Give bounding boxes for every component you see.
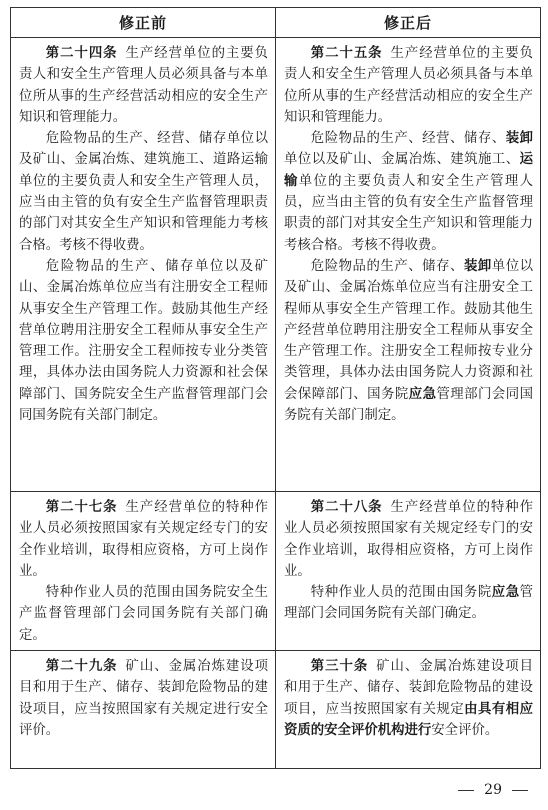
- article-paragraph: [284, 497, 533, 582]
- article-number: 第二十九条: [45, 658, 118, 675]
- article-text: 生产经营单位的主要负责人和安全生产管理人员必须具备与本单位所从事的生产经营活动相应的安全生产知识和管理能力。: [284, 46, 534, 125]
- header-row: [11, 8, 541, 38]
- article-text: 安全评价。: [431, 722, 499, 738]
- cell-before: [11, 651, 276, 769]
- amended-text: 装卸: [505, 130, 533, 147]
- paragraph: [284, 256, 533, 426]
- amended-text: 运输: [284, 151, 533, 189]
- table-row: [11, 38, 541, 492]
- paragraph-text: 危险物品的生产、经营、储存、: [310, 131, 506, 147]
- paragraph-text: 危险物品的生产、储存单位以及矿山、金属冶炼单位应当有注册安全工程师从事安全生产管理工作。鼓励其他生产经营单位聘用注册安全工程师从事安全生产管理工作。注册安全工程师按专业分类管理，具体办法由国务院人力资源和社会保障部门、国务院安全生产监督管理部门会同国务院有关部门制定。: [19, 258, 268, 424]
- paragraph-text: 特种作业人员的范围由国务院: [310, 585, 492, 601]
- paragraph-text: 管理部门会同国务院有关部门制定。: [284, 386, 533, 424]
- paragraph: [19, 128, 268, 256]
- cell-before: [11, 492, 276, 651]
- page-number: [458, 782, 528, 798]
- page-number-text: 29: [484, 782, 502, 798]
- article-number: 第二十八条: [310, 499, 383, 515]
- article-number: 第二十七条: [45, 499, 118, 515]
- cell-after: [276, 492, 541, 651]
- article-paragraph: [284, 43, 533, 128]
- article-paragraph: [284, 656, 533, 741]
- paragraph-text: 危险物品的生产、经营、储存单位以及矿山、金属冶炼、建筑施工、道路运输单位的主要负责人和安全生产管理人员，应当由主管的负有安全生产监督管理职责的部门对其安全生产知识和管理能力考核合格。考核不得收费。: [19, 131, 268, 253]
- article-paragraph: [19, 43, 268, 128]
- article-text: 生产经营单位的特种作业人员必须按照国家有关规定经专门的安全作业培训，取得相应资格，方可上岗作业。: [284, 500, 534, 579]
- paragraph-text: 单位以及矿山、金属冶炼、建筑施工、: [284, 152, 520, 168]
- header-after: 修正后: [276, 8, 541, 38]
- amended-text: 应急: [408, 385, 437, 402]
- article-text: 矿山、金属冶炼建设项目和用于生产、储存、装卸危险物品的建设项目，应当按照国家有关规定: [284, 659, 534, 717]
- paragraph: [19, 582, 268, 646]
- table-row: [11, 492, 541, 651]
- article-paragraph: [19, 656, 268, 741]
- paragraph-text: 单位以及矿山、金属冶炼单位应当有注册安全工程师从事安全生产管理工作。鼓励其他生产经营单位聘用注册安全工程师从事安全生产管理工作。注册安全工程师按专业分类管理，具体办法由国务院人力资源和社会保障部门、国务院: [284, 258, 534, 402]
- comparison-table: [10, 7, 541, 769]
- paragraph: [284, 128, 533, 256]
- amended-text: 应急: [491, 584, 520, 601]
- cell-after: [276, 38, 541, 492]
- article-text: 矿山、金属冶炼建设项目和用于生产、储存、装卸危险物品的建设项目，应当按照国家有关规定进行安全评价。: [19, 659, 269, 738]
- article-text: 生产经营单位的特种作业人员必须按照国家有关规定经专门的安全作业培训，取得相应资格，方可上岗作业。: [19, 500, 269, 579]
- page-dash-right: [512, 790, 528, 791]
- amended-text: 装卸: [463, 257, 492, 274]
- article-paragraph: [19, 497, 268, 582]
- paragraph-text: 管理部门会同国务院有关部门确定。: [284, 585, 534, 622]
- page-dash-left: [458, 790, 474, 791]
- paragraph: [19, 256, 268, 426]
- paragraph: [284, 582, 533, 625]
- article-text: 生产经营单位的主要负责人和安全生产管理人员必须具备与本单位所从事的生产经营活动相应的安全生产知识和管理能力。: [19, 46, 269, 125]
- cell-after: [276, 651, 541, 769]
- paragraph-text: 危险物品的生产、储存、: [310, 258, 464, 274]
- header-before: 修正前: [11, 8, 276, 38]
- article-number: 第三十条: [310, 658, 369, 675]
- article-number: 第二十五条: [310, 45, 383, 61]
- amended-text: 由具有相应资质的安全评价机构进行: [284, 700, 533, 738]
- table-row: [11, 651, 541, 769]
- paragraph-text: 特种作业人员的范围由国务院安全生产监督管理部门会同国务院有关部门确定。: [19, 585, 268, 643]
- paragraph-text: 单位的主要负责人和安全生产管理人员，应当由主管的负有安全生产监督管理职责的部门对其安全生产知识和管理能力考核合格。考核不得收费。: [284, 173, 534, 253]
- article-number: 第二十四条: [45, 45, 118, 61]
- cell-before: [11, 38, 276, 492]
